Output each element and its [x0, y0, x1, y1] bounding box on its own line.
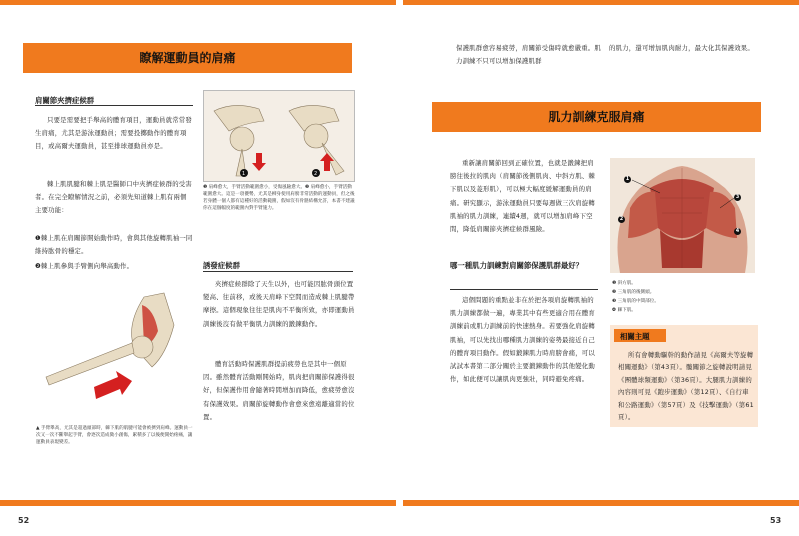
- muscle-legend-1: ❶ 斜方肌。: [612, 281, 636, 286]
- muscle-legend-3: ❸ 三角肌的中間部位。: [612, 299, 659, 304]
- left-banner-title: 瞭解運動員的肩痛: [139, 51, 236, 65]
- right-para2: 這個問題的重點並非在於把各項肩旋轉肌袖的肌力訓練都做一遍，專業其中有些更適合用在體育訓練前或肌力訓練前的快速熱身。若要強化肩旋轉肌袖，可以先找出哪種肌力訓練的姿勢最接近自己的體育項目動作。假如鍛鍊肌力時肩膀會痛，可以試試本書第二部分關於主要鍛鍊動作的其他變化動作，如此便可以讓肌肉更強壯，同時避免疼痛。: [450, 296, 595, 384]
- right-top-bar: [403, 0, 799, 5]
- related-topics-box: [610, 325, 758, 427]
- right-banner-title: 肌力訓練克服肩痛: [548, 110, 645, 124]
- section2-heading: 誘發症候群: [203, 261, 240, 270]
- function-2: ❷棘上肌參與手臂側向舉高動作。: [35, 262, 134, 270]
- bottom-figure-caption: ▲ 手臂舉高，尤其是超過頭部時，棘下肌的肌腱可能會被擠到肩峰。運動員一次又一次不斷舉起手臂，會逐次造成微小創傷，累積多了以後便開始疼痛，讓運動員表現變差。: [36, 426, 193, 445]
- right-section-heading-rule: [450, 289, 598, 290]
- section1-heading-rule: [35, 105, 193, 106]
- right-para1: 重新讓肩關節回到正確位置，也就是鍛鍊把肩膀往後拉的肌肉（肩關節後側肌肉、中斜方肌、棘下肌以及菱形肌），可以極大幅度緩解運動員的肩痛。研究顯示，游泳運動員只要每週做三次肩旋轉肌袖的肌力訓練，連續4週，就可以增加肩峰下空間，降低肩關節夾擠症候群風險。: [450, 159, 595, 234]
- marker-4: 4: [735, 228, 740, 234]
- right-top-text-col1: 保護肌群愈容易疲勞，肩關節受傷時就愈嚴重。肌力訓練不只可以增加保護肌群: [456, 44, 601, 66]
- shoulder-blade-figure: [34, 285, 194, 415]
- shoulder-xray-figure: [203, 90, 355, 182]
- shoulder-joint-illustration: [204, 91, 354, 181]
- muscle-legend-2: ❷ 三角肌的後側頭。: [612, 290, 655, 295]
- back-muscles-illustration: [610, 158, 755, 273]
- svg-text:1: 1: [242, 171, 246, 177]
- right-bottom-bar: [403, 500, 799, 506]
- section2-heading-rule: [203, 271, 353, 272]
- right-page-number: 53: [770, 516, 782, 525]
- right-section-heading: 哪一種肌力訓練對肩關節保護肌群最好？: [450, 261, 584, 270]
- top-figure-caption: ❶ 肩峰愈大，手臂活動範圍愈小，受傷風險愈大。❷ 肩峰愈小，手臂活動範圍愈大。這是一項優勢，尤其是柳身使用肩膀非常活動的運動員，但之後若身體一個人都有這種好的活動範圍，假如沒有骨骼結構允許，本書不建議你在這個幅度的範圍內對手臂施力。: [203, 185, 355, 211]
- section2-para1: 夾擠症候群除了天生以外，也可能因肱骨頭位置變高、往前移，或後天肩峰下空間而造成棘上肌腱帶摩擦。這個現象往往是肌肉不平衡所致，亦即運動員訓練後沒有做平衡肌力訓練的鍛鍊動作。: [203, 280, 355, 328]
- left-top-bar: [0, 0, 396, 5]
- left-page-number: 52: [18, 516, 30, 525]
- back-muscles-figure: [610, 158, 755, 273]
- marker-2: 2: [619, 216, 624, 222]
- marker-1: 1: [625, 176, 630, 182]
- related-text: 所有會轉動驅幹的動作請見《高爾夫等旋轉相關運動》（第43頁）。髖關節之旋轉說明請見《團體球類運動》（第36頁）。大腿肌力訓練的內容則可見《跑步運動》（第12頁）、《自行車和公路運動》（第57頁）及《技擊運動》（第61頁）。: [618, 351, 754, 422]
- muscle-legend-4: ❹ 棘下肌。: [612, 308, 636, 313]
- section1-para2: 棘上肌肌腱和棘上肌是醫師口中夾擠症候群的受害者。在完全瞭解情況之前，必須先知道棘上肌有兩個主要功能：: [35, 180, 192, 215]
- right-top-text-col2: 的肌力，還可增加肌肉耐力，最大化其保護效果。: [609, 44, 754, 52]
- section1-heading: 肩關節夾擠症候群: [35, 96, 95, 105]
- marker-3: 3: [735, 194, 740, 200]
- scapula-humerus-illustration: [34, 285, 194, 415]
- svg-text:2: 2: [314, 171, 318, 177]
- left-bottom-bar: [0, 500, 396, 506]
- related-heading: 相關主題: [620, 332, 650, 341]
- section2-para2: 體育活動時保護肌群提前疲勞也是其中一個原因。雖然體育活動剛開始時，肌肉把肩關節保護得很好，但保護作用會隨著時間增加而降低，愈疲勞愈沒有保護效果。肩關節旋轉動作會愈來愈遠離適當的位置。: [203, 360, 355, 421]
- function-1: ❶棘上肌在肩關節開始動作時，會與其他旋轉肌袖一同維持肱骨的穩定。: [35, 234, 193, 256]
- section1-para1: 只要是需要把手舉高的體育項目，運動員就常常發生肩痛，尤其是游泳運動員；需要投擲動作的體育項目，或高爾夫運動員，甚至排球運動員亦是。: [35, 116, 192, 151]
